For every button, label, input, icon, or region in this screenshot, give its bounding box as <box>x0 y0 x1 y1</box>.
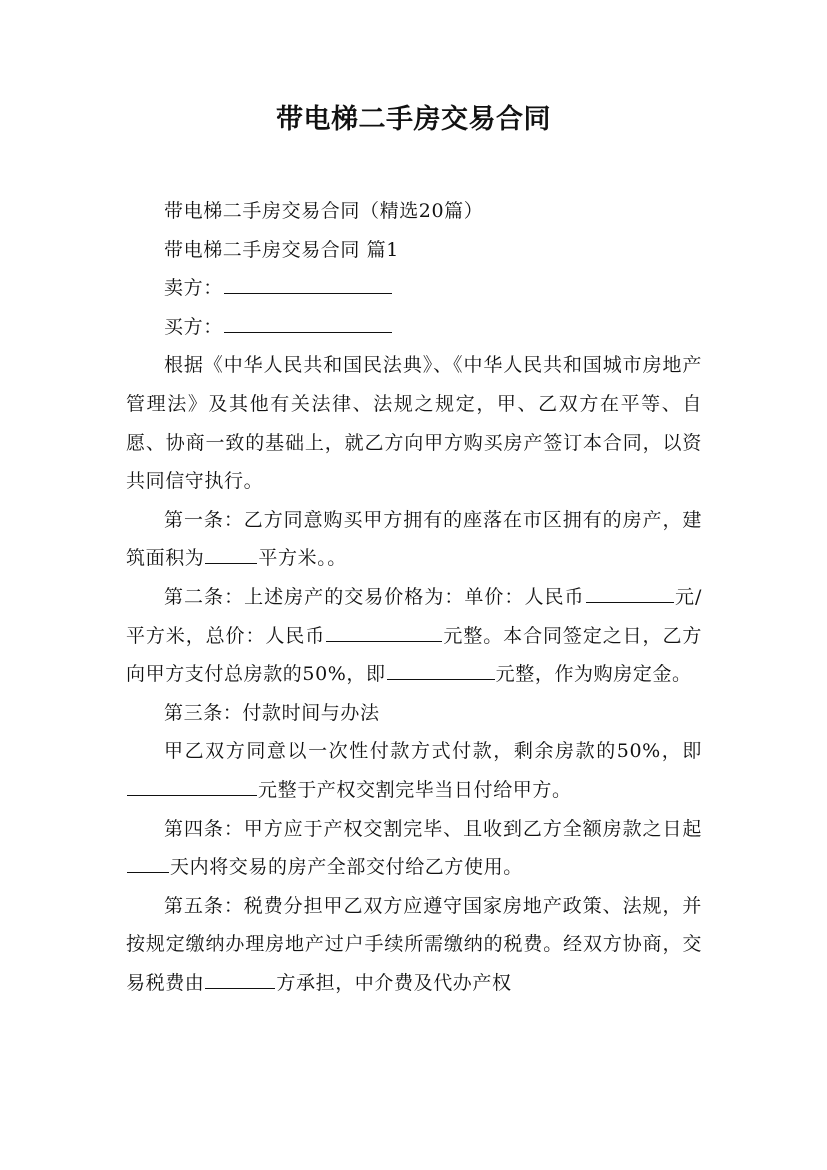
article-1-text-b: 平方米。。 <box>258 547 347 570</box>
total-price-blank <box>326 622 442 641</box>
article-1-text-a: 第一条：乙方同意购买甲方拥有的座落在市区拥有的房产，建筑面积为 <box>126 508 702 570</box>
document-title: 带电梯二手房交易合同 <box>276 104 551 135</box>
article-3-text-a: 甲乙双方同意以一次性付款方式付款，剩余房款的50%，即 <box>164 740 702 763</box>
deposit-blank <box>387 661 495 680</box>
article-3 <box>126 732 702 809</box>
document-body <box>126 192 702 1002</box>
unit-price-blank <box>586 584 674 603</box>
intro-paragraph: 根据《中华人民共和国民法典》、《中华人民共和国城市房地产管理法》及其他有关法律、法规之规定，甲、乙双方在平等、自愿、协商一致的基础上，就乙方向甲方购买房产签订本合同，以资共同信守执行。 <box>126 354 702 493</box>
tax-party-blank <box>205 970 275 989</box>
article-4-text-b: 天内将交易的房产全部交付给乙方使用。 <box>170 856 523 879</box>
article-2 <box>126 578 702 694</box>
article-5-text-a: 第五条：税费分担甲乙双方应遵守国家房地产政策、法规，并按规定缴纳办理房地产过户手续所需缴纳的税费。经双方协商，交易税费由 <box>126 894 702 994</box>
article-4-text-a: 第四条：甲方应于产权交割完毕、且收到乙方全额房款之日起 <box>164 817 702 840</box>
article-3-text-b: 元整于产权交割完毕当日付给甲方。 <box>258 778 572 801</box>
buyer-label: 买方： <box>164 315 223 338</box>
article-2-text-a: 第二条：上述房产的交易价格为：单价：人民币 <box>164 585 585 608</box>
article-2-text-c: 元整。本合同签定之日，乙方向甲方支付总房款的50%，即 <box>126 624 702 686</box>
section-heading: 带电梯二手房交易合同 篇1 <box>164 238 399 261</box>
days-blank <box>127 854 169 873</box>
buyer-blank <box>224 314 392 333</box>
article-3-title: 第三条：付款时间与办法 <box>164 701 380 724</box>
seller-blank <box>224 275 392 294</box>
seller-line <box>126 269 702 308</box>
article-1 <box>126 501 702 578</box>
article-5-text-b: 方承担，中介费及代办产权 <box>276 971 512 994</box>
area-blank <box>205 545 257 564</box>
buyer-line <box>126 308 702 347</box>
remaining-amount-blank <box>127 777 257 796</box>
article-4 <box>126 810 702 887</box>
article-2-text-d: 元整，作为购房定金。 <box>495 663 692 686</box>
document-subtitle: 带电梯二手房交易合同（精选20篇） <box>164 200 484 222</box>
article-5 <box>126 887 702 1003</box>
seller-label: 卖方： <box>164 277 223 300</box>
article-2-text-b: 元/平方米，总价：人民币 <box>126 585 702 647</box>
